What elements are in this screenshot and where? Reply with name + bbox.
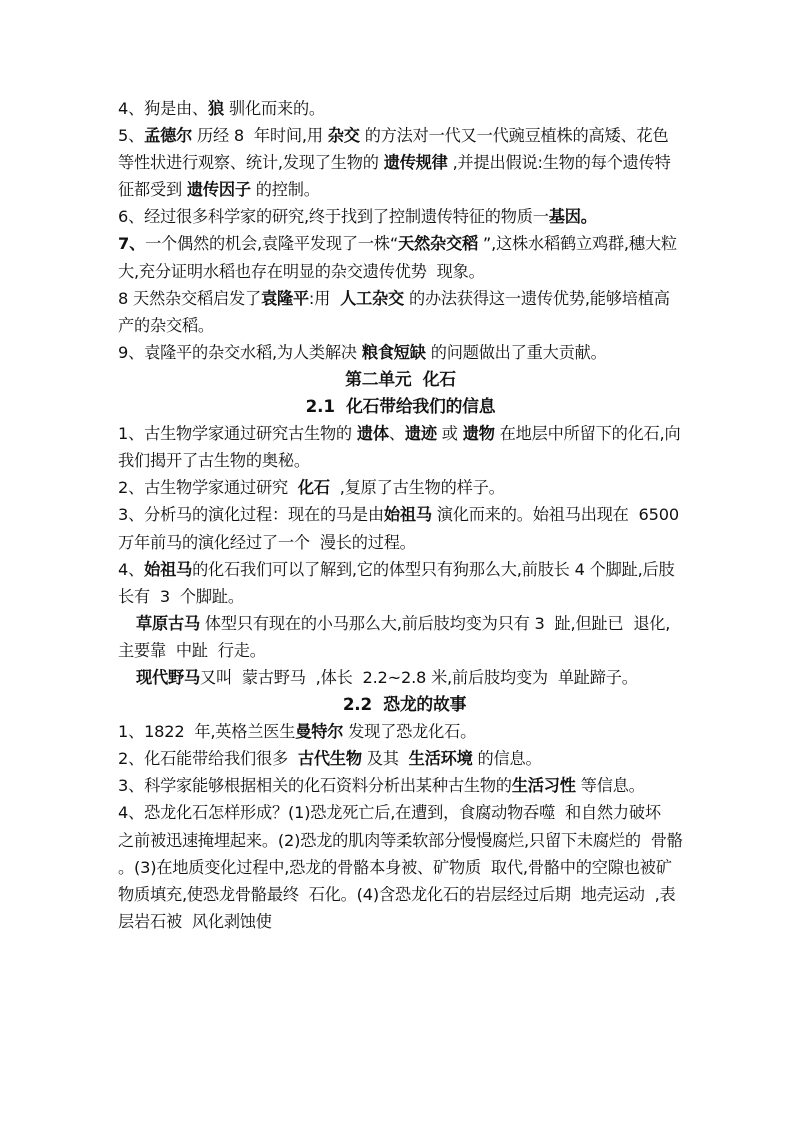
bold-term: 遗物 [462,424,495,444]
bold-term: 生活环境 [408,749,473,769]
text-run: 2、古生物学家通过研究 [118,478,298,498]
item-4-wolf [118,95,683,122]
s22-item-4 [118,799,693,934]
text-run: 或 [436,424,463,444]
bold-term: 粮食短缺 [361,342,426,362]
text-run: 演化而来的。始祖马出现在 6500 万年前马的演化经过了一个 漫长的过程。 [118,505,689,552]
s21-item-4 [118,556,683,610]
s21-modern-horse [118,664,683,691]
bold-term: 化石 [297,478,330,498]
bold-term: 2.1 化石带给我们的信息 [305,396,496,417]
bold-term: 人工杂交 [340,288,405,308]
s21-item-2 [118,474,683,501]
item-6-gene [118,203,683,230]
text-run: 4、狗是由、 [118,99,209,118]
bold-term: 草原古马 [136,613,200,633]
item-8-artificial-hybrid [118,285,683,339]
text-run: 4、 [118,559,145,579]
text-run: 1、1822 年,英格兰医生 [118,722,296,742]
text-run: 6、经过很多科学家的研究,终于找到了控制遗传特征的物质一 [118,207,549,227]
s22-item-3 [118,772,683,799]
text-run: 在地层中所留下的化石,向我们揭开了古生物的奥秘。 [118,424,681,471]
text-run: 的信息。 [472,749,542,769]
s21-grassland-horse [118,610,683,664]
bold-term: 狼 [208,99,225,118]
bold-term: 生活习性 [511,776,576,796]
text-run: 的化石我们可以了解到,它的体型只有狗那么大,前肢长 4 个脚趾,后肢长有 3 个脚趾。 [118,559,675,606]
bold-term: 孟德尔 [144,126,193,146]
bold-term: 2.2 恐龙的故事 [342,694,467,715]
s21-item-1 [118,420,683,474]
bold-term: 袁隆平 [260,288,309,308]
text-run: 一个偶然的机会,袁隆平发现了一株“ [145,234,399,254]
unit-2-title [118,366,683,393]
s21-item-3 [118,501,689,555]
bold-term: 遗传规律 [383,153,448,173]
text-run: ,复原了古生物的样子。 [329,478,505,498]
item-9-food-shortage [118,339,683,366]
bold-term: 基因。 [548,207,597,227]
bold-term: 古代生物 [297,749,362,769]
text-run: 3、分析马的演化过程：现在的马是由 [118,505,384,525]
text-run: 驯化而来的。 [224,99,325,118]
bold-term: 第二单元 化石 [345,368,456,389]
document-body [118,95,693,935]
text-run: 的问题做出了重大贡献。 [425,342,607,362]
text-run: 发现了恐龙化石。 [343,722,477,742]
text-run: 5、 [118,126,145,146]
bold-term: 始祖马 [144,559,193,579]
text-run: :用 [308,288,341,308]
text-run: 的方法对一代又一代豌豆植株的高矮、花色等性状进行观察、统计,发现了生物的 [118,126,669,173]
item-5-mendel [118,122,683,203]
bold-term: 始祖马 [383,505,432,525]
bold-term: 遗体 [356,424,389,444]
text-run: 1、古生物学家通过研究古生物的 [118,424,357,444]
text-run: 等信息。 [575,776,645,796]
s22-item-2 [118,745,683,772]
text-run: 9、袁隆平的杂交水稻,为人类解决 [118,342,362,362]
text-run: 的办法获得这一遗传优势,能够培植高产的杂交稻。 [118,288,670,335]
text-run: ”,这株水稻鹤立鸡群,穗大粒大,充分证明水稻也存在明显的杂交遗传优势 现象。 [118,234,677,281]
text-run: 8 天然杂交稻启发了 [118,288,261,308]
item-7-natural-hybrid-rice [118,230,683,284]
text-run: 2、化石能带给我们很多 [118,749,298,769]
s22-item-1 [118,718,683,745]
text-run: 3、科学家能够根据相关的化石资料分析出某种古生物的 [118,776,512,796]
text-run: 、 [388,424,405,444]
bold-term: 现代野马 [136,667,200,687]
text-run: 又叫 蒙古野马 ,体长 2.2~2.8 米,前后肢均变为 单趾蹄子。 [199,667,638,687]
bold-term: 遗传因子 [186,180,251,200]
text-run: 的控制。 [250,180,320,200]
text-run: 4、恐龙化石怎样形成？(1)恐龙死亡后,在遭到，食腐动物吞噬 和自然力破坏 之前被迅速掩埋起来。(2)恐龙的肌肉等柔软部分慢慢腐烂,只留下未腐烂的 骨骼 。(3)在地质变化过程中,恐龙的骨骼本身被、矿物质 取代,骨骼中的空隙也被矿物质填充,使恐龙骨骼最终 石化。(4)含恐龙化石的岩层经过后期 地壳运动 ,表层岩石被 风化剥蚀使 [118,803,693,931]
bold-term: 天然杂交稻 [398,234,478,254]
bold-term: 遗迹 [404,424,437,444]
bold-term: 曼特尔 [295,722,344,742]
text-run: 体型只有现在的小马那么大,前后肢均变为只有 3 趾,但趾已 退化,主要靠 中趾 行走。 [118,613,671,660]
section-2-1-title [118,393,683,420]
text-run: ,并提出假说:生物的每个遗传特征都受到 [118,153,671,200]
bold-term: 杂交 [327,126,360,146]
text-run: 历经 8 年时间,用 [192,126,328,146]
text-run: 及其 [361,749,409,769]
section-2-2-title [118,691,683,718]
bold-term: 7、 [118,234,146,254]
